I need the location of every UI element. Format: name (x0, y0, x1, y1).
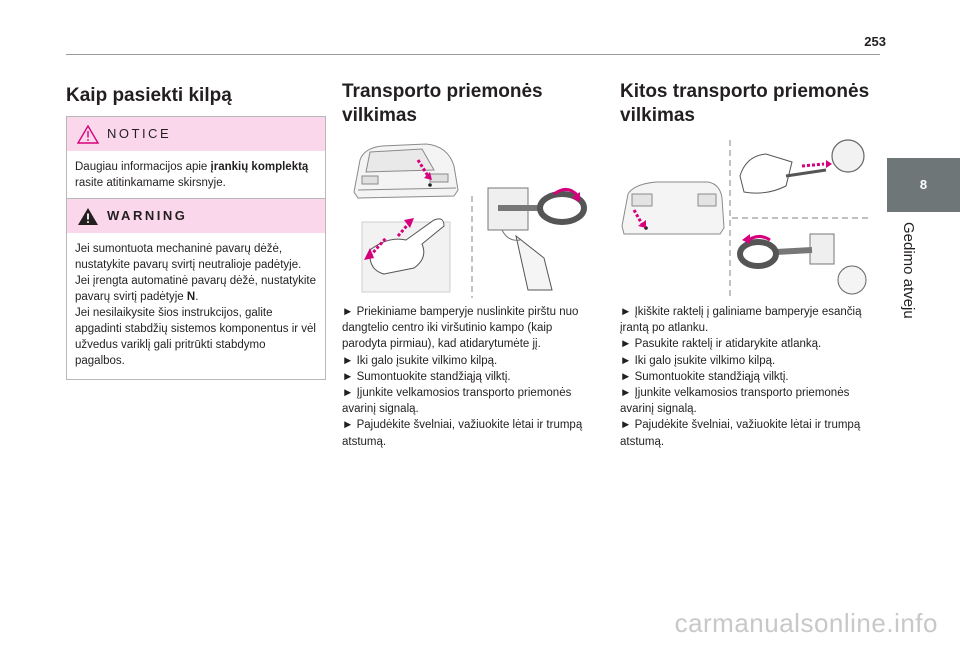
notice-box (66, 116, 326, 202)
section-title: Kitos transporto priemonės vilkimas (620, 81, 870, 126)
step-item: ► Pajudėkite švelniai, važiuokite lėtai ir trumpą atstumą. (620, 419, 861, 448)
warning-icon (77, 207, 99, 226)
tow-eye-image (488, 188, 584, 290)
van-front-image (354, 144, 458, 198)
chapter-number: 8 (919, 177, 928, 192)
section-towing-other-vehicle (620, 80, 876, 128)
warning-text: Jei sumontuota mechaninė pavarų dėžė, nustatykite pavarų svirtį neutralioje padėtyje. Jei įrengta automatinė pavarų dėžė, nustatykite pavarų svirtį padėtyje N. Jei nesilaikysite šios instrukcijos, galite apgadinti stabdžių sistemos komponentus ir vėl užvedus variklį gali pritrūkti stabdymo pagalbos. (75, 243, 317, 367)
notice-text: Daugiau informacijos apie įrankių komplektą rasite atitinkamame skirsnyje. (75, 161, 309, 189)
section-title: Transporto priemonės vilkimas (342, 81, 543, 126)
warning-header (67, 199, 325, 233)
step-item: ► Sumontuokite standžiąją vilktį. (620, 370, 789, 383)
van-rear-image (622, 182, 724, 234)
step-item: ► Įjunkite velkamosios transporto priemonės avarinį signalą. (620, 387, 850, 416)
step-item: ► Pasukite raktelį ir atidarykite atlanką. (620, 338, 822, 351)
step-item: ► Įkiškite raktelį į galiniame bamperyje esančią įrantą po atlanku. (620, 306, 862, 335)
rear-tow-illustration (616, 136, 870, 304)
step-item: ► Iki galo įsukite vilkimo kilpą. (342, 354, 498, 367)
warning-box (66, 198, 326, 380)
top-divider (66, 54, 880, 55)
notice-warning-icon (77, 125, 99, 144)
step-item: ► Pajudėkite švelniai, važiuokite lėtai ir trumpą atstumą. (342, 419, 583, 448)
rear-tow-eye-image (740, 234, 866, 294)
section-title: Kaip pasiekti kilpą (66, 85, 232, 106)
watermark: carmanualsonline.info (674, 608, 938, 638)
notice-label: NOTICE (107, 126, 172, 141)
front-tow-illustration (348, 140, 596, 300)
step-item: ► Sumontuokite standžiąją vilktį. (342, 370, 511, 383)
chapter-label: Gedimo atveju (900, 222, 917, 319)
step-item: ► Iki galo įsukite vilkimo kilpą. (620, 354, 776, 367)
step-item: ► Priekiniame bamperyje nuslinkite pirštu nuo dangtelio centro iki viršutinio kampo (kaip parodyta pirmiau), kad atidarytumėte jį. (342, 306, 579, 351)
warning-label: WARNING (107, 208, 188, 223)
notice-header (67, 117, 325, 151)
section-access-loop (66, 80, 326, 367)
hand-press-image (362, 218, 450, 292)
key-insert-image (740, 140, 864, 193)
step-item: ► Įjunkite velkamosios transporto priemonės avarinį signalą. (342, 387, 572, 416)
chapter-tab[interactable] (887, 158, 960, 212)
towing-other-steps (620, 304, 874, 450)
section-towing-vehicle (342, 80, 598, 128)
page-number: 253 (864, 34, 886, 49)
towing-steps (342, 304, 596, 450)
